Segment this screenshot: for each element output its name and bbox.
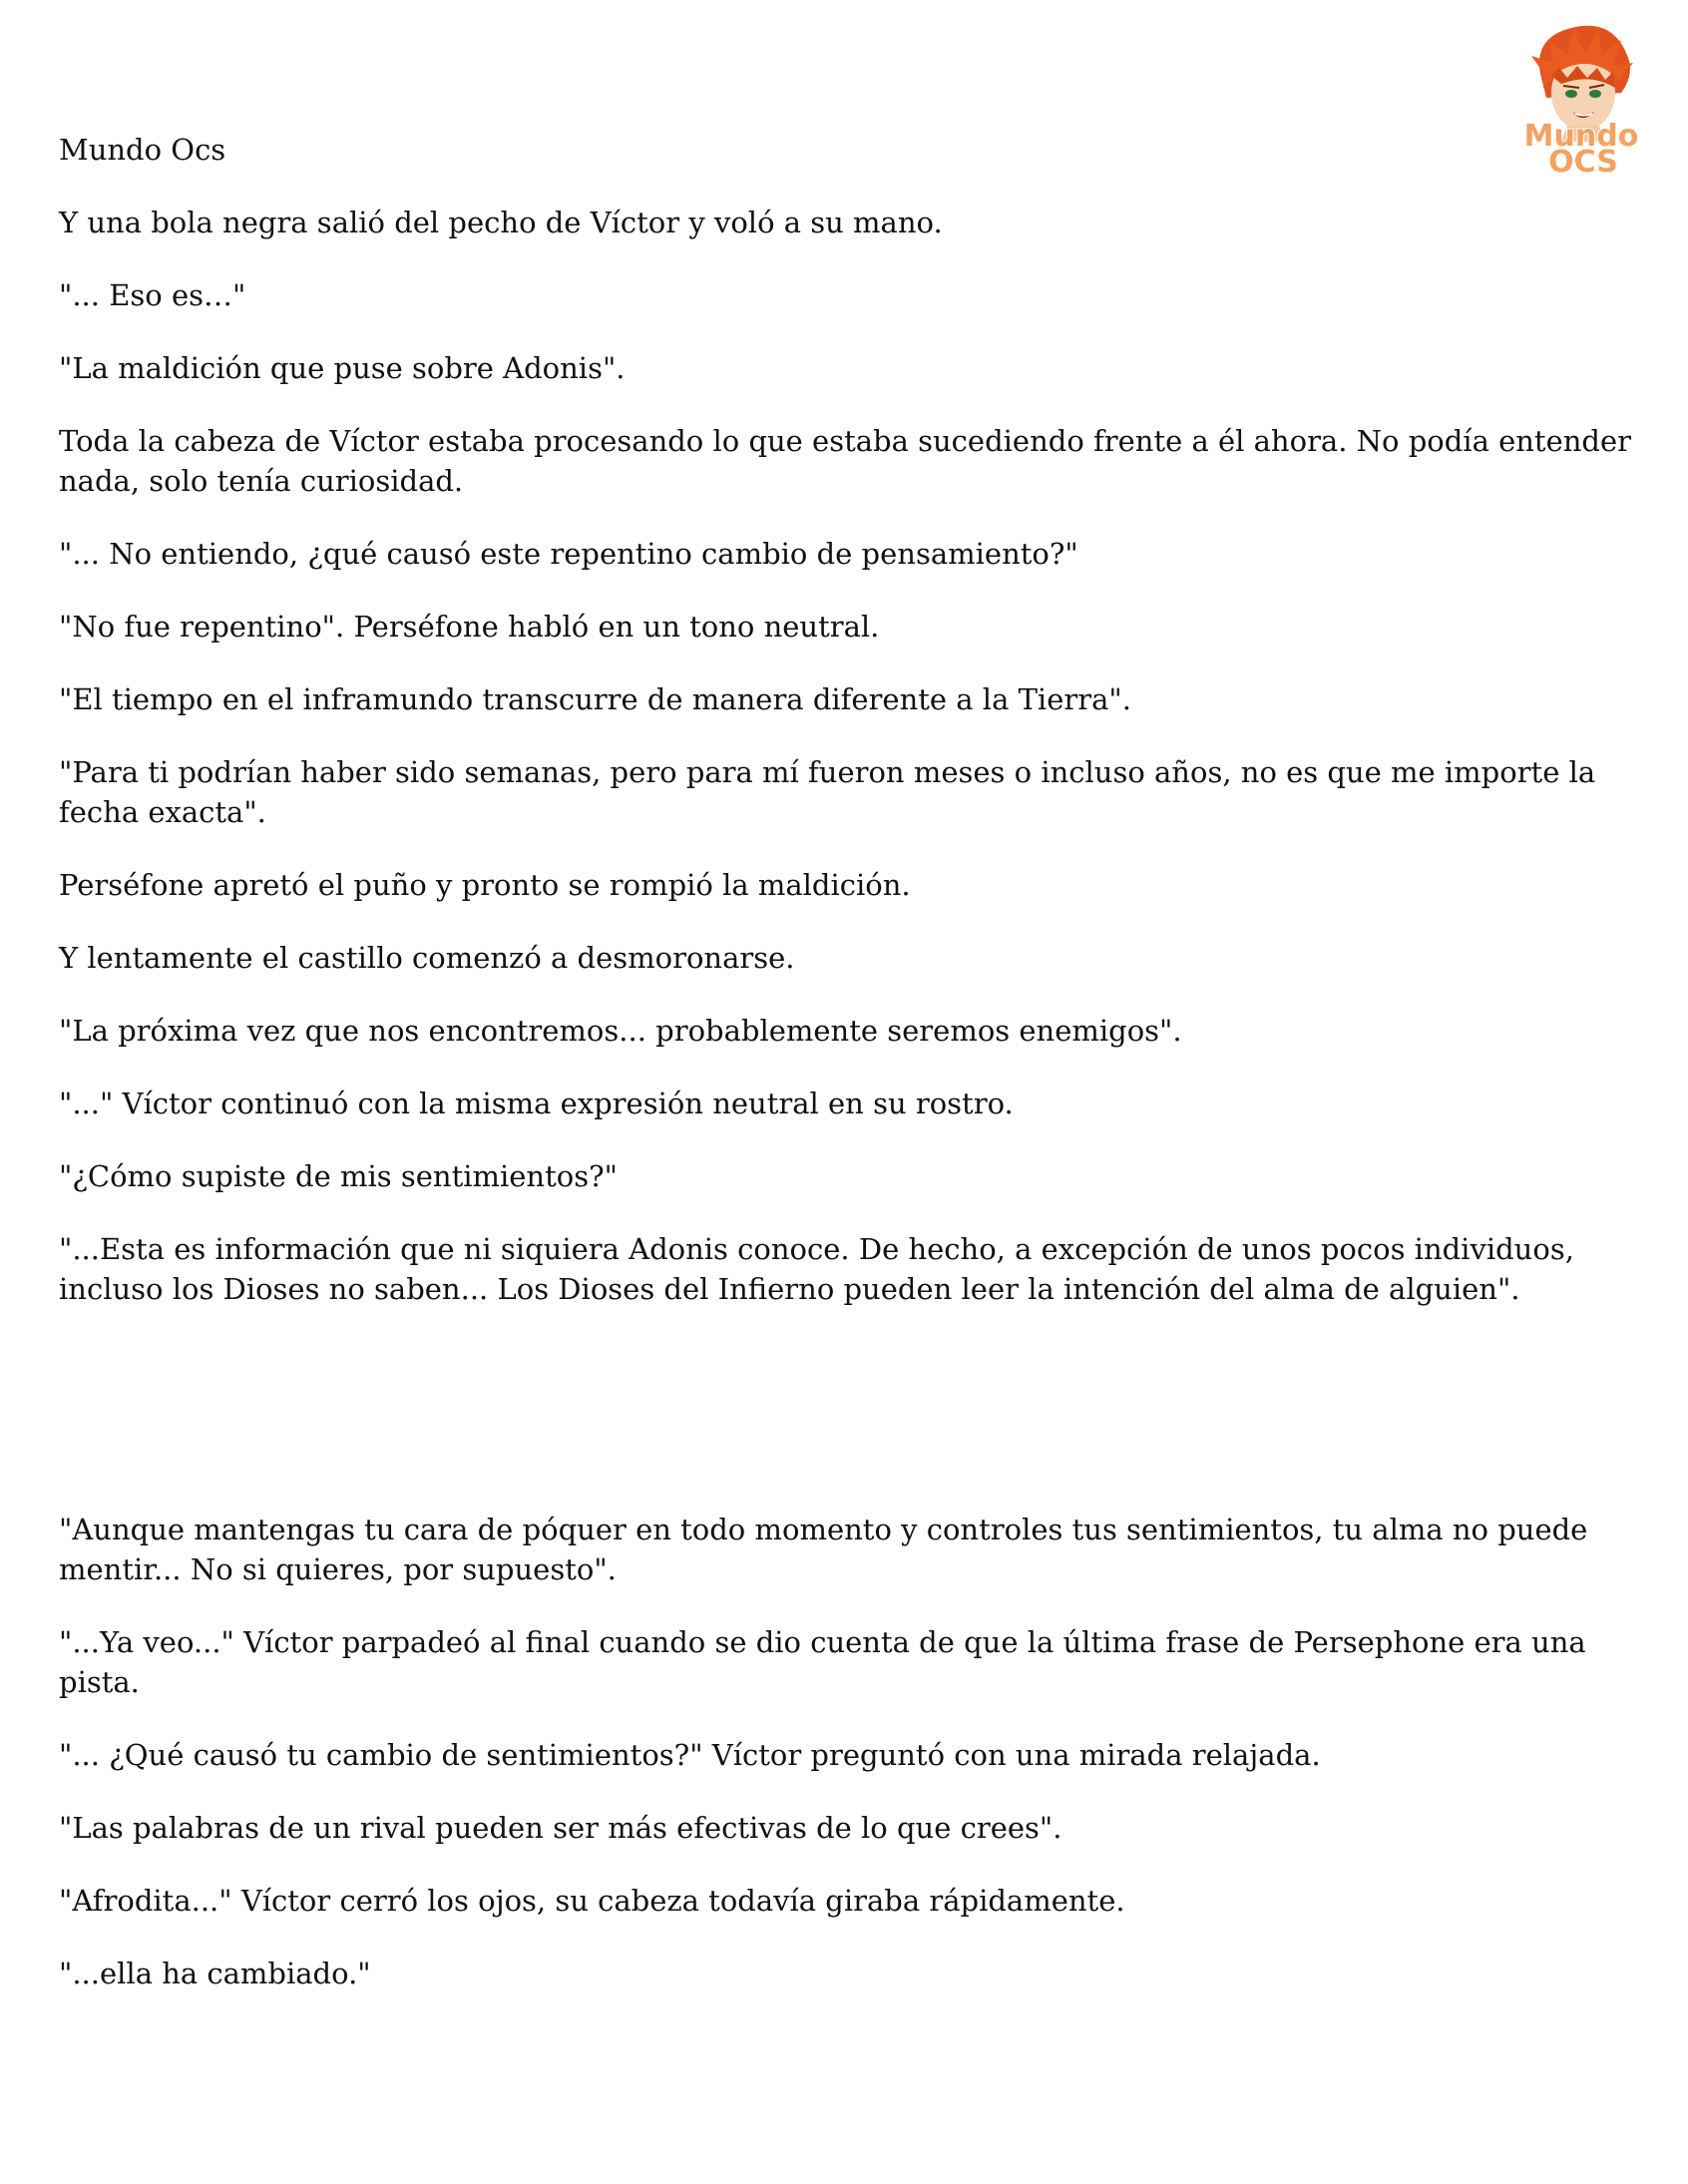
paragraph: "La maldición que puse sobre Adonis". [59, 351, 626, 385]
paragraph: "... ¿Qué causó tu cambio de sentimientos?" Víctor preguntó con una mirada relajada. [59, 1738, 1321, 1772]
document-body [59, 203, 1655, 2026]
paragraph: "... No entiendo, ¿qué causó este repentino cambio de pensamiento?" [59, 537, 1078, 571]
logo-text-line1: Mundo [1523, 119, 1639, 154]
paragraph: "...ella ha cambiado." [59, 1957, 371, 1990]
avatar-logo-icon [1501, 18, 1661, 178]
paragraph: "Afrodita..." Víctor cerró los ojos, su cabeza todavía giraba rápidamente. [59, 1884, 1125, 1918]
paragraph: "Aunque mantengas tu cara de póquer en todo momento y controles tus sentimientos, tu alma no puede mentir... No si quieres, por supuesto". [59, 1513, 1588, 1586]
page-break-spacer [59, 1342, 1655, 1510]
paragraph: "¿Cómo supiste de mis sentimientos?" [59, 1159, 618, 1193]
paragraph: "... Eso es…" [59, 278, 246, 312]
logo-text-line2: OCS [1548, 145, 1618, 178]
paragraph: "Las palabras de un rival pueden ser más efectivas de lo que crees". [59, 1811, 1062, 1845]
paragraph: Y lentamente el castillo comenzó a desmoronarse. [59, 941, 795, 975]
paragraph: "...Esta es información que ni siquiera Adonis conoce. De hecho, a excepción de unos pocos individuos, incluso los Dioses no saben... Los Dioses del Infierno pueden leer la intención del alma de alguien". [59, 1232, 1574, 1306]
paragraph: "...Ya veo..." Víctor parpadeó al final cuando se dio cuenta de que la última frase de Persephone era una pista. [59, 1625, 1586, 1699]
paragraph: Y una bola negra salió del pecho de Víctor y voló a su mano. [59, 206, 943, 239]
paragraph: Perséfone apretó el puño y pronto se rompió la maldición. [59, 868, 911, 902]
mundo-ocs-logo [1501, 18, 1661, 178]
paragraph: "Para ti podrían haber sido semanas, pero para mí fueron meses o incluso años, no es que me importe la fecha exacta". [59, 755, 1596, 829]
paragraph: Toda la cabeza de Víctor estaba procesando lo que estaba sucediendo frente a él ahora. No podía entender nada, solo tenía curiosidad. [59, 424, 1631, 498]
paragraph: "No fue repentino". Perséfone habló en un tono neutral. [59, 610, 880, 644]
paragraph: "La próxima vez que nos encontremos... probablemente seremos enemigos". [59, 1014, 1182, 1048]
document-header: Mundo Ocs [59, 133, 226, 167]
paragraph: "El tiempo en el inframundo transcurre de manera diferente a la Tierra". [59, 682, 1131, 716]
paragraph: "..." Víctor continuó con la misma expresión neutral en su rostro. [59, 1087, 1014, 1120]
